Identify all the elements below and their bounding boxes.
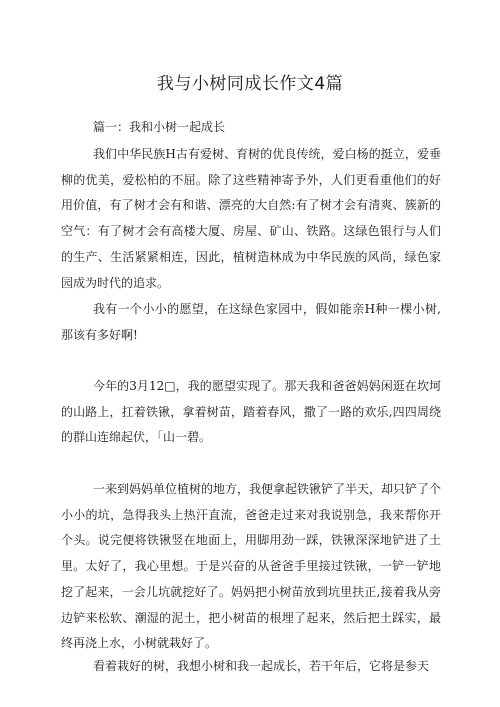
paragraph-1: 我们中华民族H古有爱树、育树的优良传统，爱白杨的挺立，爱垂柳的优美，爱松柏的不屈。除了这些精神寄予外，人们更看重他们的好用价值，有了树才会有和谐、漂亮的大自然:有了树才会有清爽、簇新的空气：有了树才会有高楼大厦、房屋、矿山、铁路。这绿色银行与人们的生产、生活紧紧相连，因此，植树造林成为中华民族的风尚，绿色家园成为时代的追求。 — [61, 147, 441, 290]
paragraph-4: 一来到妈妈单位植树的地方，我便拿起铁锹铲了半天，却只铲了个小小的坑，急得我头上热汗直流，爸爸走过来对我说别急，我来帮你开个头。说完便将铁锹竖在地面上，用脚用劲一踩，铁锹深深地铲进了土里。太好了，我心里想。于是兴奋的从爸爸手里接过铁锹，一铲一铲地挖了起来，一会儿坑就挖好了。妈妈把小树苗放到坑里扶正,接着我从旁边铲来松软、潮湿的泥土，把小树苗的根埋了起来，然后把土踩实，最终再浇上水，小树就栽好了。 — [61, 482, 442, 651]
paragraph-5: 看着栽好的树，我想小树和我一起成长，若干年后，它将是参天 — [93, 659, 430, 673]
paragraph-3: 今年的3月12□，我的愿望实现了。那天我和爸爸妈妈闲逛在坎坷的山路上，扛着铁锹，拿着树苗，踏着春风，撒了一路的欢乐,四四周绕的群山连绵起伏，「山一碧。 — [61, 379, 441, 445]
paragraph-2: 我有一个小小的愿望，在这绿色家园中，假如能亲H种一棵小树,那该有多好啊! — [61, 302, 441, 342]
section-heading: 篇一：我和小树一起成长 — [93, 120, 226, 134]
document-title: 我与小树同成长作文4篇 — [156, 74, 344, 94]
